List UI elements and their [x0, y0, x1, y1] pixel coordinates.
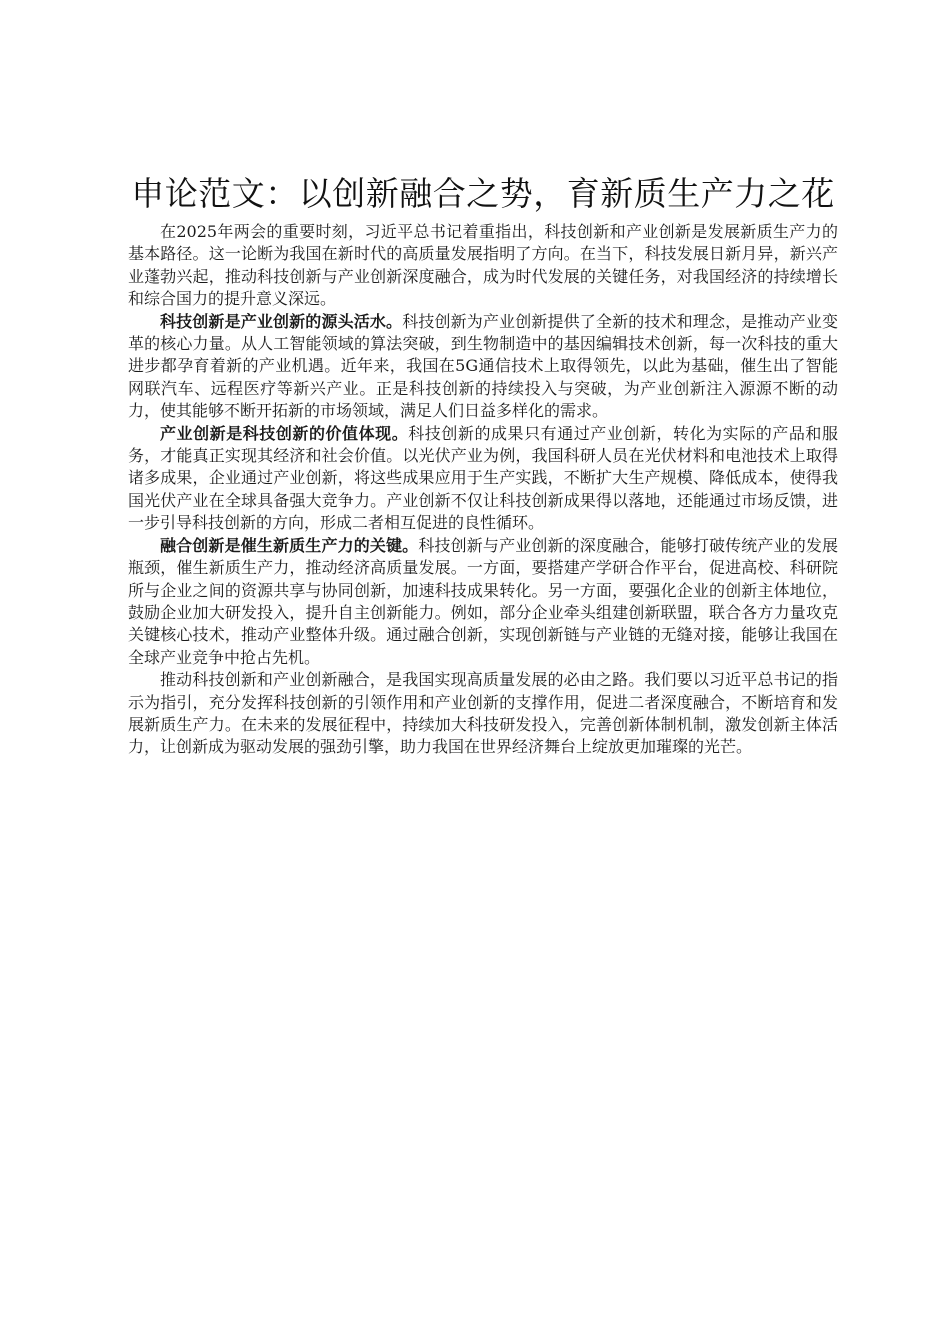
article-title: 申论范文：以创新融合之势，育新质生产力之花: [131, 174, 835, 213]
paragraph-text: 科技创新的成果只有通过产业创新，转化为实际的产品和服务，才能真正实现其经济和社会价值。以光伏产业为例，我国科研人员在光伏材料和电池技术上取得诸多成果，企业通过产业创新，将这些成果应用于生产实践，不断扩大生产规模、降低成本，使得我国光伏产业在全球具备强大竞争力。产业创新不仅让科技创新成果得以落地，还能通过市场反馈，进一步引导科技创新的方向，形成二者相互促进的良性循环。: [128, 423, 838, 533]
paragraph-text: 在2025年两会的重要时刻，习近平总书记着重指出，科技创新和产业创新是发展新质生产力的基本路径。这一论断为我国在新时代的高质量发展指明了方向。在当下，科技发展日新月异，新兴产业蓬勃兴起，推动科技创新与产业创新深度融合，成为时代发展的关键任务，对我国经济的持续增长和综合国力的提升意义深远。: [128, 222, 838, 309]
paragraph-tech-innovation: [128, 311, 838, 423]
paragraph-text: 推动科技创新和产业创新融合，是我国实现高质量发展的必由之路。我们要以习近平总书记的指示为指引，充分发挥科技创新的引领作用和产业创新的支撑作用，促进二者深度融合，不断培育和发展新质生产力。在未来的发展征程中，持续加大科技研发投入，完善创新体制机制，激发创新主体活力，让创新成为驱动发展的强劲引擎，助力我国在世界经济舞台上绽放更加璀璨的光芒。: [128, 670, 838, 757]
paragraph-fusion-innovation: [128, 535, 838, 669]
paragraph-conclusion: [128, 669, 838, 759]
paragraph-text: 科技创新与产业创新的深度融合，能够打破传统产业的发展瓶颈，催生新质生产力，推动经济高质量发展。一方面，要搭建产学研合作平台，促进高校、科研院所与企业之间的资源共享与协同创新，加速科技成果转化。另一方面，要强化企业的创新主体地位，鼓励企业加大研发投入，提升自主创新能力。例如，部分企业牵头组建创新联盟，联合各方力量攻克关键核心技术，推动产业整体升级。通过融合创新，实现创新链与产业链的无缝对接，能够让我国在全球产业竞争中抢占先机。: [128, 535, 838, 667]
paragraph-lead: 科技创新是产业创新的源头活水。: [160, 311, 403, 331]
paragraph-text: 科技创新为产业创新提供了全新的技术和理念，是推动产业变革的核心力量。从人工智能领域的算法突破，到生物制造中的基因编辑技术创新，每一次科技的重大进步都孕育着新的产业机遇。近年来，我国在5G通信技术上取得领先，以此为基础，催生出了智能网联汽车、远程医疗等新兴产业。正是科技创新的持续投入与突破，为产业创新注入源源不断的动力，使其能够不断开拓新的市场领域，满足人们日益多样化的需求。: [128, 311, 838, 421]
paragraph-lead: 产业创新是科技创新的价值体现。: [160, 423, 409, 443]
article-body: [128, 172, 838, 759]
paragraph-lead: 融合创新是催生新质生产力的关键。: [160, 535, 419, 555]
paragraph-intro: [128, 221, 838, 311]
paragraph-industry-innovation: [128, 423, 838, 535]
